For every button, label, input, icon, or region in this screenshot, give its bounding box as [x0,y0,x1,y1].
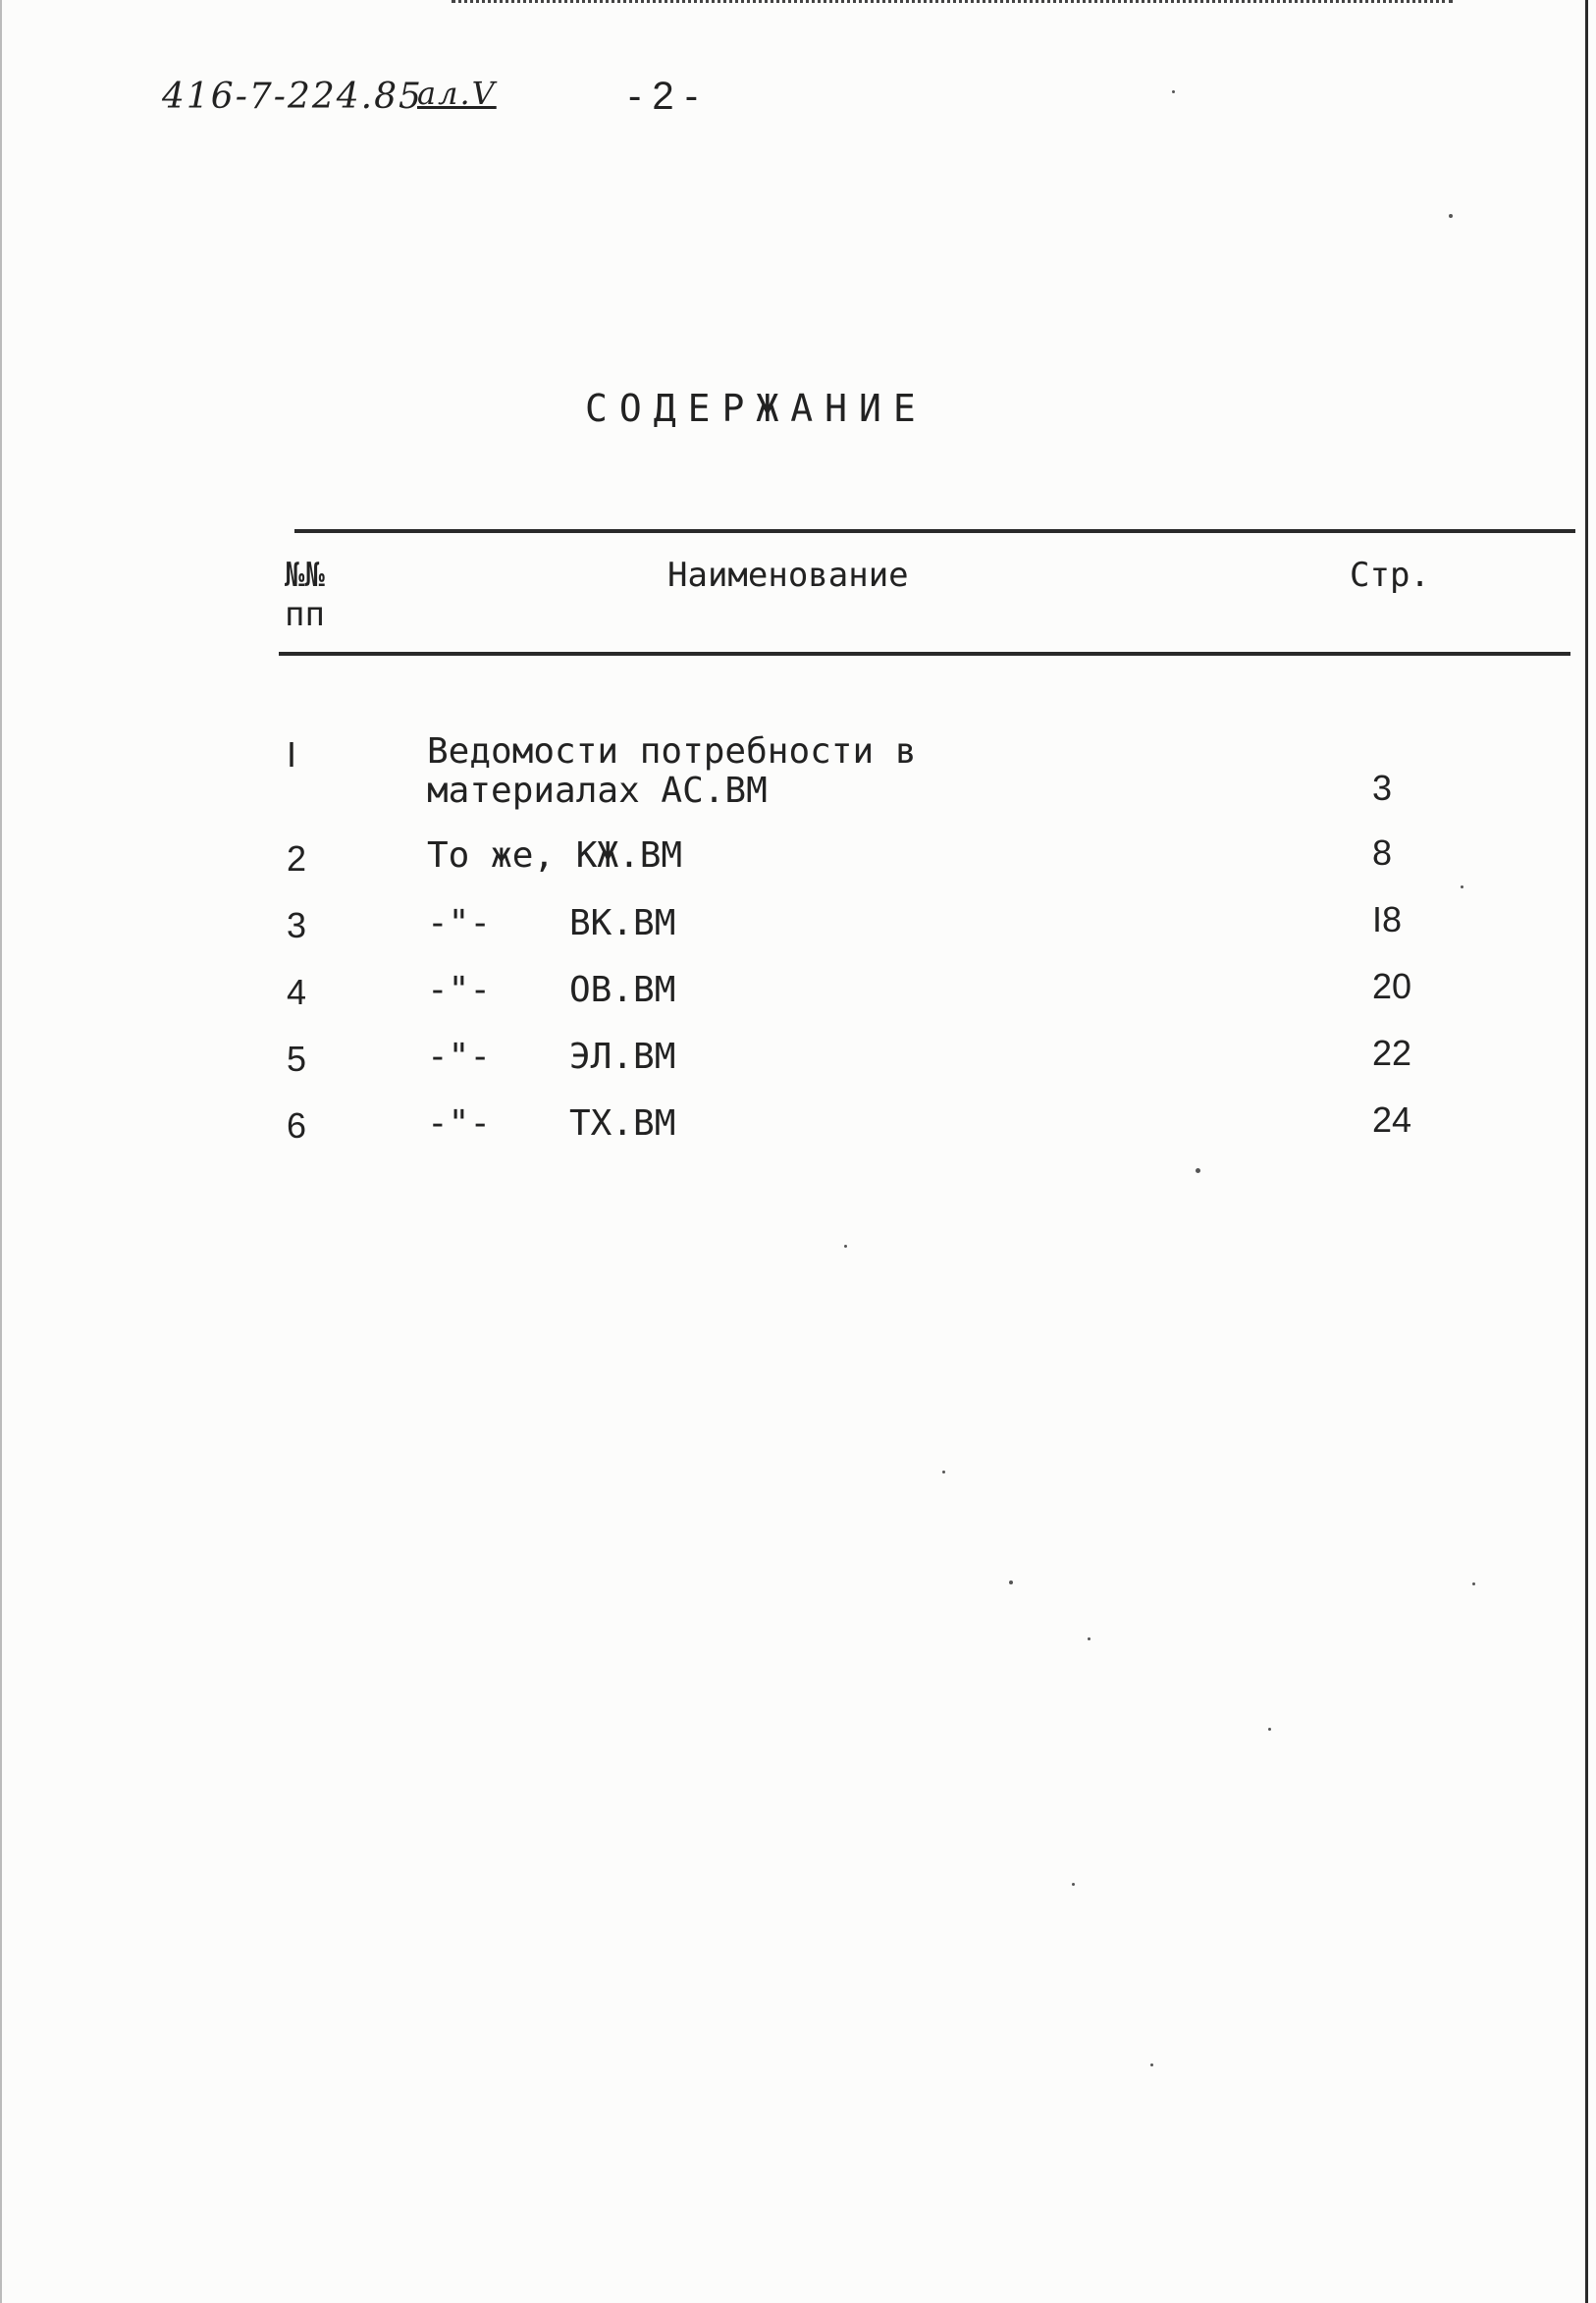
scan-speck [1268,1728,1271,1731]
row-6-ditto-mark: -"- [427,1103,492,1144]
scan-speck [942,1471,945,1473]
row-5-number: 5 [287,1039,307,1079]
row-4-page: 20 [1372,966,1412,1006]
row-3-number: 3 [287,905,307,945]
scan-speck [1449,214,1453,218]
page-number: - 2 - [628,75,699,118]
row-6-code: ТХ.ВМ [569,1103,676,1144]
page-top-edge [452,0,1453,6]
row-1-name: Ведомости потребности в материалах АС.ВМ [427,731,917,811]
row-3-page: I8 [1372,899,1403,939]
column-header-name: Наименование [667,556,909,595]
scan-speck [1172,90,1175,93]
row-5-ditto-mark: -"- [427,1037,492,1077]
row-3-ditto-mark: -"- [427,903,492,943]
scan-speck [1461,885,1463,888]
scan-speck [1196,1168,1200,1173]
row-1-page: 3 [1372,768,1393,808]
scan-speck [1072,1883,1075,1886]
row-6-page: 24 [1372,1099,1412,1140]
row-2-page: 8 [1372,832,1393,873]
handwritten-doc-code: 416-7-224.85 [162,77,423,117]
row-2-number: 2 [287,838,307,879]
row-6-number: 6 [287,1105,307,1146]
row-3-code: ВК.ВМ [569,903,676,943]
column-header-page: Стр. [1350,556,1430,595]
row-5-page: 22 [1372,1033,1412,1073]
scan-speck [844,1245,847,1248]
row-4-ditto-mark: -"- [427,970,492,1010]
row-2-name: То же, КЖ.ВМ [427,835,683,876]
scan-speck [1088,1637,1091,1640]
table-top-rule [294,529,1575,533]
handwritten-sheet-mark: ал.V [417,75,497,112]
page-title: СОДЕРЖАНИЕ [585,387,928,430]
row-5-code: ЭЛ.ВМ [569,1037,676,1077]
row-4-code: ОВ.ВМ [569,970,676,1010]
page-right-edge [1585,0,1588,2303]
row-1-number: I [287,734,297,775]
scan-speck [1009,1580,1013,1584]
page-left-edge [0,0,2,2303]
row-4-number: 4 [287,972,307,1012]
scan-speck [1150,2063,1153,2066]
scan-speck [1472,1582,1475,1585]
column-header-number: №№ пп [285,556,325,634]
table-header-rule [279,652,1570,656]
